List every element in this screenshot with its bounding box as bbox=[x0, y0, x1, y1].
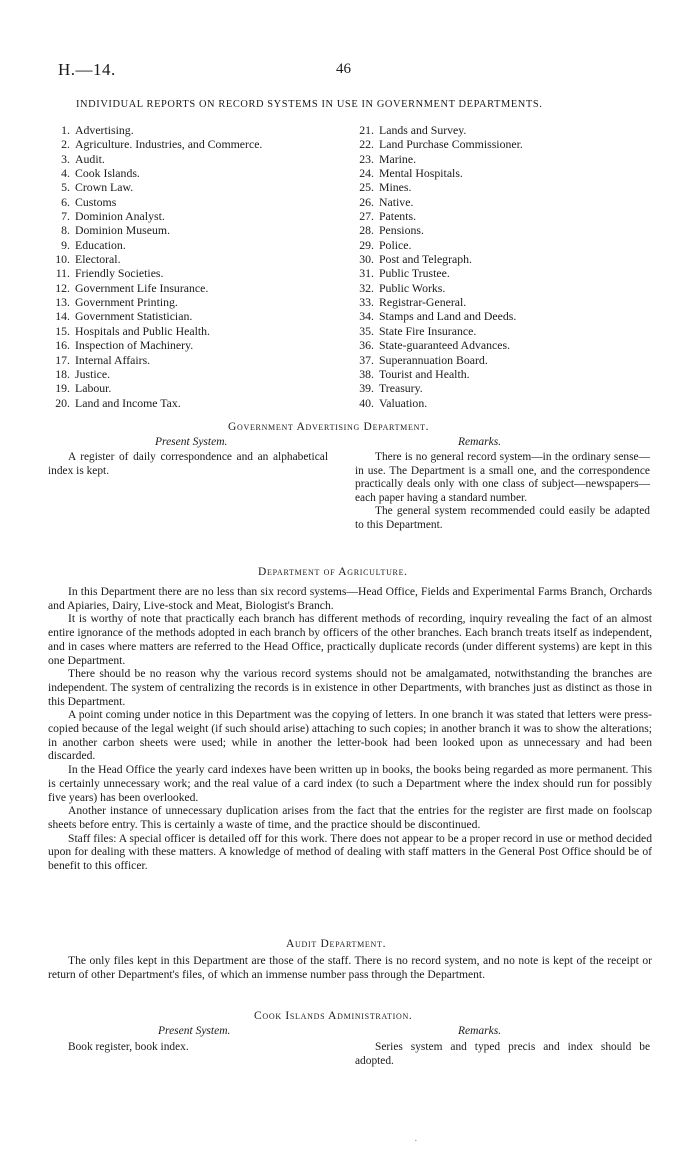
department-name: Stamps and Land and Deeds. bbox=[379, 309, 517, 324]
advertising-present-label: Present System. bbox=[155, 436, 228, 448]
agriculture-paragraph-6: Another instance of unnecessary duplication arises from the fact that the entries for the register are first made on foolscap sheets before entry. This is certainly a waste of time, and the practice should be discontinued. bbox=[48, 804, 652, 831]
department-number: 19. bbox=[55, 381, 70, 396]
department-list-item bbox=[352, 195, 652, 209]
department-list-item bbox=[352, 238, 652, 252]
department-list-right bbox=[352, 123, 652, 410]
department-number: 40. bbox=[359, 395, 374, 410]
department-list-item bbox=[352, 367, 652, 381]
department-name: Advertising. bbox=[75, 123, 134, 137]
department-number: 23. bbox=[359, 151, 374, 166]
cook-islands-remarks-paragraph: Series system and typed precis and index should be adopted. bbox=[355, 1041, 650, 1067]
department-list-item bbox=[48, 353, 338, 367]
department-list-item bbox=[48, 252, 338, 266]
cook-islands-remarks-label: Remarks. bbox=[458, 1025, 502, 1037]
agriculture-paragraph-3: There should be no reason why the various record systems should not be amalgamated, notwithstanding the branches are independent. The system of centralizing the records is in existence in other Departments, with branches just as distinct as those in this Department. bbox=[48, 667, 652, 708]
department-list-item bbox=[352, 209, 652, 223]
department-name: Public Trustee. bbox=[379, 266, 450, 281]
department-number: 12. bbox=[55, 280, 70, 295]
department-number: 5. bbox=[61, 180, 70, 195]
department-name: Government Life Insurance. bbox=[75, 280, 209, 295]
department-number: 29. bbox=[359, 237, 374, 252]
department-name: Pensions. bbox=[379, 223, 424, 238]
department-number: 13. bbox=[55, 295, 70, 310]
audit-title: Audit Department. bbox=[286, 938, 387, 950]
department-name: Audit. bbox=[75, 151, 105, 166]
department-name: Native. bbox=[379, 194, 414, 209]
department-name: Government Printing. bbox=[75, 295, 178, 310]
department-list-item bbox=[352, 324, 652, 338]
cook-islands-present-text bbox=[48, 1041, 328, 1055]
department-number: 3. bbox=[61, 151, 70, 166]
department-name: Electoral. bbox=[75, 252, 121, 267]
department-list-item bbox=[48, 166, 338, 180]
department-list-item bbox=[48, 367, 338, 381]
department-list-item bbox=[48, 137, 338, 151]
department-name: Post and Telegraph. bbox=[379, 252, 472, 267]
running-header bbox=[58, 60, 648, 80]
department-name: Agriculture. Industries, and Commerce. bbox=[75, 137, 263, 152]
department-number: 6. bbox=[61, 194, 70, 209]
department-number: 32. bbox=[359, 280, 374, 295]
department-number: 38. bbox=[359, 366, 374, 381]
department-name: Crown Law. bbox=[75, 180, 134, 195]
advertising-remarks-label: Remarks. bbox=[458, 436, 502, 448]
department-list-item bbox=[48, 152, 338, 166]
advertising-present-text bbox=[48, 451, 328, 478]
department-list-item bbox=[352, 123, 652, 137]
department-list-item bbox=[48, 209, 338, 223]
department-list-item bbox=[352, 281, 652, 295]
department-number: 15. bbox=[55, 323, 70, 338]
department-number: 11. bbox=[55, 266, 70, 281]
department-name: State Fire Insurance. bbox=[379, 323, 477, 338]
report-reference: H.—14. bbox=[58, 60, 116, 79]
department-list-item bbox=[48, 309, 338, 323]
audit-paragraph-1: The only files kept in this Department are those of the staff. There is no record system, and no note is kept of the receipt or return of other Department's files, of which an immense number pass through the Department. bbox=[48, 954, 652, 981]
advertising-remarks-paragraph-1: There is no general record system—in the ordinary sense—in use. The Department is a small one, and the correspondence practically deals only with one class of subject—newspapers—each paper having a standard number. bbox=[355, 451, 650, 504]
department-name: Internal Affairs. bbox=[75, 352, 151, 367]
cook-islands-remarks-text bbox=[355, 1041, 650, 1068]
department-list-item bbox=[48, 281, 338, 295]
department-number: 30. bbox=[359, 252, 374, 267]
department-list-item bbox=[352, 381, 652, 395]
department-number: 37. bbox=[359, 352, 374, 367]
department-list-left bbox=[48, 123, 338, 410]
department-list-item bbox=[48, 238, 338, 252]
department-number: 36. bbox=[359, 338, 374, 353]
department-number: 17. bbox=[55, 352, 70, 367]
department-name: Hospitals and Public Health. bbox=[75, 323, 210, 338]
agriculture-paragraph-4: A point coming under notice in this Department was the copying of letters. In one branch it was stated that letters were press-copied because of the legal weight (if such should arise) attaching to such copies; in another branch it was to show the alterations; in another carbon sheets were used; while in another the letter-book had been looked upon as unnecessary and had been discarded. bbox=[48, 708, 652, 763]
department-name: Dominion Museum. bbox=[75, 223, 171, 238]
department-number: 35. bbox=[359, 323, 374, 338]
department-list-item bbox=[48, 381, 338, 395]
department-number: 14. bbox=[55, 309, 70, 324]
department-name: Inspection of Machinery. bbox=[75, 338, 194, 353]
department-number: 4. bbox=[61, 166, 70, 181]
department-list-item bbox=[352, 396, 652, 410]
department-number: 16. bbox=[55, 338, 70, 353]
department-list-item bbox=[352, 152, 652, 166]
department-list-item bbox=[352, 223, 652, 237]
department-number: 20. bbox=[55, 395, 70, 410]
department-name: State-guaranteed Advances. bbox=[379, 338, 511, 353]
agriculture-paragraph-7: Staff files: A special officer is detailed off for this work. There does not appear to be a proper record in use or method decided upon for dealing with these matters. A knowledge of method of dealing with staff matters in the General Post Office should be of benefit to this officer. bbox=[48, 831, 652, 873]
cook-islands-present-label: Present System. bbox=[158, 1025, 231, 1037]
department-name: Lands and Survey. bbox=[379, 123, 467, 137]
department-name: Public Works. bbox=[379, 280, 446, 295]
department-name: Patents. bbox=[379, 209, 417, 224]
department-number: 7. bbox=[61, 209, 70, 224]
department-number: 18. bbox=[55, 366, 70, 381]
advertising-remarks-paragraph-2: The general system recommended could easily be adapted to this Department. bbox=[355, 505, 650, 531]
department-number: 39. bbox=[359, 381, 374, 396]
department-list-item bbox=[352, 252, 652, 266]
department-list-item bbox=[48, 324, 338, 338]
agriculture-paragraph-1: In this Department there are no less than six record systems—Head Office, Fields and Experimental Farms Branch, Orchards and Apiaries, Dairy, Live-stock and Meat, Biologist's Branch. bbox=[48, 585, 652, 612]
department-name: Marine. bbox=[379, 151, 417, 166]
agriculture-body bbox=[48, 585, 652, 873]
department-number: 8. bbox=[61, 223, 70, 238]
department-name: Treasury. bbox=[379, 381, 423, 396]
department-number: 9. bbox=[61, 237, 70, 252]
department-name: Police. bbox=[379, 237, 412, 252]
department-number: 26. bbox=[359, 194, 374, 209]
department-list-item bbox=[352, 309, 652, 323]
department-list-item bbox=[48, 195, 338, 209]
department-name: Education. bbox=[75, 237, 126, 252]
department-number: 1. bbox=[61, 123, 70, 137]
department-list-item bbox=[352, 295, 652, 309]
department-list-item bbox=[352, 338, 652, 352]
department-list-item bbox=[48, 338, 338, 352]
advertising-remarks-text bbox=[355, 451, 650, 533]
advertising-title: Government Advertising Department. bbox=[228, 421, 430, 433]
department-list-item bbox=[48, 396, 338, 410]
department-number: 33. bbox=[359, 295, 374, 310]
agriculture-paragraph-2: It is worthy of note that practically each branch has different methods of recording, inquiry revealing the fact of an almost entire ignorance of the methods adopted in each branch by officers of the other branches. Each branch treats itself as independent, and in cases where matters are referred to the Head Office, practically duplicate records (under different systems) are kept in this one Department. bbox=[48, 612, 652, 667]
department-name: Justice. bbox=[75, 366, 111, 381]
department-name: Government Statistician. bbox=[75, 309, 193, 324]
department-name: Registrar-General. bbox=[379, 295, 467, 310]
department-list-item bbox=[48, 295, 338, 309]
department-number: 31. bbox=[359, 266, 374, 281]
audit-body bbox=[48, 954, 652, 981]
department-name: Mines. bbox=[379, 180, 412, 195]
department-list-item bbox=[352, 137, 652, 151]
department-name: Land Purchase Commissioner. bbox=[379, 137, 523, 152]
department-list-item bbox=[48, 180, 338, 194]
department-name: Cook Islands. bbox=[75, 166, 140, 181]
agriculture-title: Department of Agriculture. bbox=[258, 566, 408, 578]
department-name: Customs bbox=[75, 194, 117, 209]
page-speck: · bbox=[414, 1135, 418, 1147]
department-number: 27. bbox=[359, 209, 374, 224]
department-list-item bbox=[48, 266, 338, 280]
department-number: 34. bbox=[359, 309, 374, 324]
department-name: Labour. bbox=[75, 381, 112, 396]
agriculture-paragraph-5: In the Head Office the yearly card indexes have been written up in books, the books being regarded as more permanent. This is certainly unnecessary work; and the real value of a card index (to such a Department where the index should run for possibly five years) has been overlooked. bbox=[48, 763, 652, 804]
department-name: Friendly Societies. bbox=[75, 266, 164, 281]
department-list-item bbox=[352, 353, 652, 367]
department-name: Superannuation Board. bbox=[379, 352, 488, 367]
department-list-item bbox=[48, 223, 338, 237]
department-name: Land and Income Tax. bbox=[75, 395, 181, 410]
cook-islands-present-paragraph: Book register, book index. bbox=[68, 1041, 189, 1053]
department-list-item bbox=[352, 166, 652, 180]
department-name: Dominion Analyst. bbox=[75, 209, 165, 224]
department-name: Tourist and Health. bbox=[379, 366, 470, 381]
department-number: 22. bbox=[359, 137, 374, 152]
department-number: 21. bbox=[359, 123, 374, 137]
department-name: Mental Hospitals. bbox=[379, 166, 463, 181]
department-list-item bbox=[352, 266, 652, 280]
department-name: Valuation. bbox=[379, 395, 428, 410]
department-number: 25. bbox=[359, 180, 374, 195]
advertising-present-paragraph: A register of daily correspondence and an alphabetical index is kept. bbox=[48, 451, 328, 477]
department-list-item bbox=[48, 123, 338, 137]
department-number: 24. bbox=[359, 166, 374, 181]
department-number: 28. bbox=[359, 223, 374, 238]
department-number: 2. bbox=[61, 137, 70, 152]
department-number: 10. bbox=[55, 252, 70, 267]
department-list-item bbox=[352, 180, 652, 194]
section-heading: INDIVIDUAL REPORTS ON RECORD SYSTEMS IN USE IN GOVERNMENT DEPARTMENTS. bbox=[76, 99, 543, 110]
page-number: 46 bbox=[336, 61, 351, 77]
cook-islands-title: Cook Islands Administration. bbox=[254, 1010, 413, 1022]
